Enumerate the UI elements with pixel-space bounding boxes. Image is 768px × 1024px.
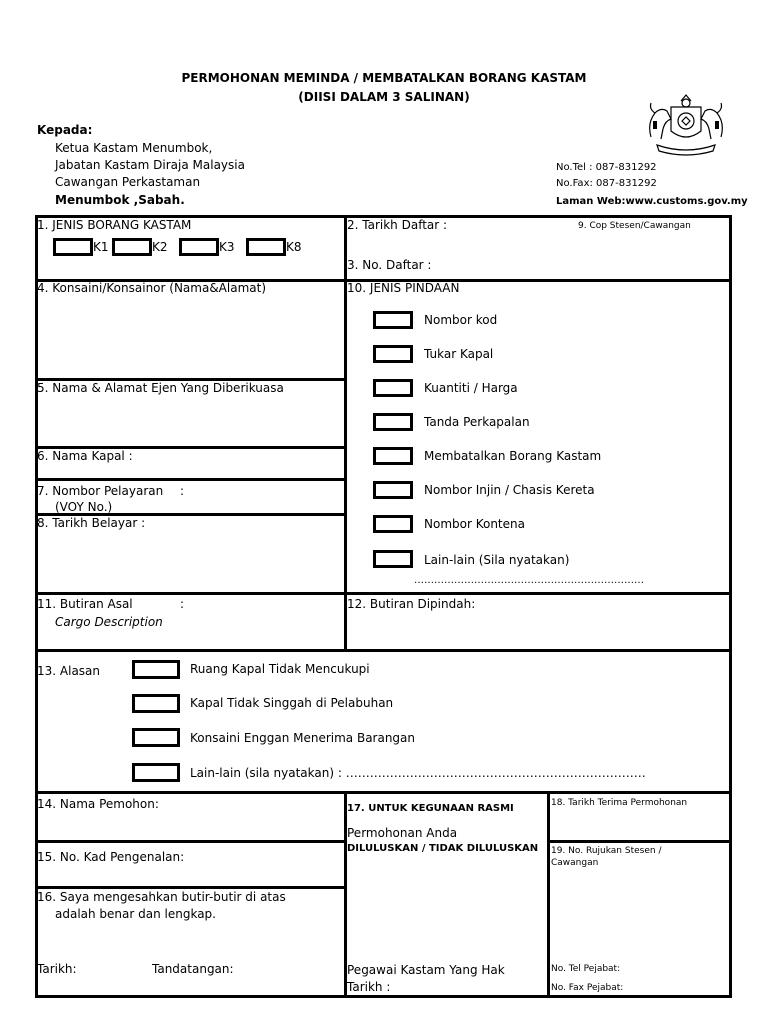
section-11-sub: Cargo Description [55, 615, 163, 629]
section-17-pegawai: Pegawai Kastam Yang Hak [347, 963, 505, 977]
section-15-label: 15. No. Kad Pengenalan: [37, 850, 185, 864]
alasan-konsaini-enggan-label: Konsaini Enggan Menerima Barangan [190, 731, 416, 745]
section-11-colon: : [180, 597, 185, 611]
form-title: PERMOHONAN MEMINDA / MEMBATALKAN BORANG KASTAM [181, 71, 587, 85]
alasan-ruang-kapal-label: Ruang Kapal Tidak Mencukupi [190, 662, 370, 676]
alasan-kapal-tidak-singgah-label: Kapal Tidak Singgah di Pelabuhan [190, 696, 394, 710]
section-11-label: 11. Butiran Asal [37, 597, 133, 611]
tarikh-label: Tarikh: [37, 962, 77, 976]
address-line-4: Menumbok ,Sabah. [55, 193, 185, 207]
option-membatalkan-label: Membatalkan Borang Kastam [424, 449, 602, 463]
section-10-dotted-line: …………………………………………………………… [414, 575, 644, 586]
k1-label: K1 [93, 240, 109, 254]
address-line-3: Cawangan Perkastaman [55, 175, 201, 189]
contact-tel: No.Tel : 087-831292 [556, 162, 657, 173]
section-19-tel: No. Tel Pejabat: [551, 964, 621, 974]
form-subtitle: (DIISI DALAM 3 SALINAN) [298, 90, 470, 104]
section-7-colon: : [180, 484, 185, 498]
k3-label: K3 [219, 240, 235, 254]
contact-fax: No.Fax: 087-831292 [556, 178, 657, 189]
section-19-fax: No. Fax Pejabat: [551, 983, 624, 993]
kepada-label: Kepada: [37, 123, 93, 137]
section-10-label: 10. JENIS PINDAAN [347, 281, 460, 295]
section-12-label: 12. Butiran Dipindah: [347, 597, 476, 611]
k8-label: K8 [286, 240, 302, 254]
option-lain-lain-label: Lain-lain (Sila nyatakan) [424, 553, 570, 567]
section-14-label: 14. Nama Pemohon: [37, 797, 159, 811]
address-line-1: Ketua Kastam Menumbok, [55, 141, 213, 155]
section-16-line-1: 16. Saya mengesahkan butir-butir di atas [37, 890, 286, 904]
section-2-label: 2. Tarikh Daftar : [347, 218, 448, 232]
section-18-label: 18. Tarikh Terima Permohonan [551, 798, 688, 808]
section-7-sub: (VOY No.) [55, 500, 113, 514]
section-19-line-2: Cawangan [551, 858, 599, 868]
section-3-label: 3. No. Daftar : [347, 258, 432, 272]
address-line-2: Jabatan Kastam Diraja Malaysia [55, 158, 245, 172]
option-tukar-kapal-label: Tukar Kapal [424, 347, 494, 361]
section-17-tarikh: Tarikh : [347, 980, 391, 994]
option-nombor-kontena-label: Nombor Kontena [424, 517, 525, 531]
section-9-label: 9. Cop Stesen/Cawangan [578, 221, 691, 231]
contact-web: Laman Web:www.customs.gov.my [556, 196, 748, 207]
section-17-line-2: DILULUSKAN / TIDAK DILULUSKAN [347, 843, 539, 854]
crest-logo [643, 93, 729, 157]
section-4-label: 4. Konsaini/Konsainor (Nama&Alamat) [37, 281, 266, 295]
k2-label: K2 [152, 240, 168, 254]
alasan-lain-lain-label: Lain-lain (sila nyatakan) : ………………………………………………………………… [190, 766, 646, 780]
option-nombor-injin-label: Nombor Injin / Chasis Kereta [424, 483, 595, 497]
tandatangan-label: Tandatangan: [152, 962, 234, 976]
section-8-label: 8. Tarikh Belayar : [37, 516, 146, 530]
section-19-line-1: 19. No. Rujukan Stesen / [551, 846, 662, 856]
section-17-label: 17. UNTUK KEGUNAAN RASMI [347, 803, 514, 814]
option-nombor-kod-label: Nombor kod [424, 313, 498, 327]
section-6-label: 6. Nama Kapal : [37, 449, 133, 463]
option-kuantiti-harga-label: Kuantiti / Harga [424, 381, 518, 395]
section-5-label: 5. Nama & Alamat Ejen Yang Diberikuasa [37, 381, 284, 395]
section-1-label: 1. JENIS BORANG KASTAM [37, 218, 192, 232]
section-13-label: 13. Alasan [37, 664, 101, 678]
section-7-label: 7. Nombor Pelayaran [37, 484, 164, 498]
option-tanda-perkapalan-label: Tanda Perkapalan [424, 415, 530, 429]
section-17-line-1: Permohonan Anda [347, 826, 458, 840]
section-16-line-2: adalah benar dan lengkap. [55, 907, 216, 921]
